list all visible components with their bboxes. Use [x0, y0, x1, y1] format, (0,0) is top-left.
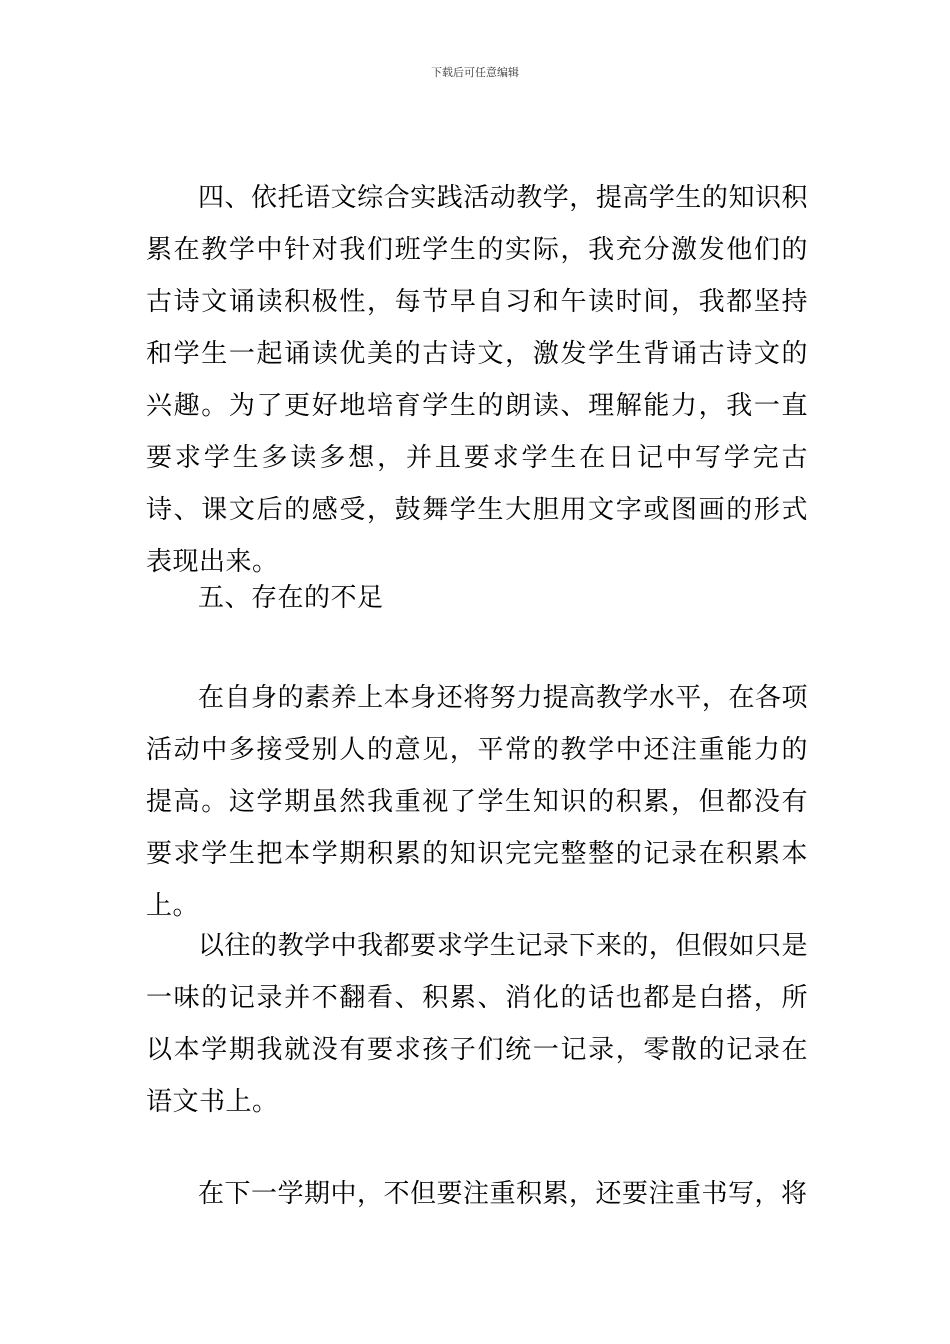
paragraph-self-improvement: 在自身的素养上本身还将努力提高教学水平，在各项活动中多接受别人的意见，平常的教学中还注重能力的提高。这学期虽然我重视了学生知识的积累，但都没有要求学生把本学期积累的知识完完整整的记录在积累本上。 [146, 683, 808, 921]
paragraph-past-recording: 以往的教学中我都要求学生记录下来的，但假如只是一味的记录并不翻看、积累、消化的话也都是白搭，所以本学期我就没有要求孩子们统一记录，零散的记录在语文书上。 [146, 931, 808, 1117]
section-heading-shortcomings: 五、存在的不足 [198, 583, 384, 613]
paragraph-next-semester: 在下一学期中，不但要注重积累，还要注重书写，将 [198, 1179, 808, 1209]
paragraph-practice-activities: 四、依托语文综合实践活动教学，提高学生的知识积累在教学中针对我们班学生的实际，我充分激发他们的古诗文诵读积极性，每节早自习和午读时间，我都坚持和学生一起诵读优美的古诗文，激发学生背诵古诗文的兴趣。为了更好地培育学生的朗读、理解能力，我一直要求学生多读多想，并且要求学生在日记中写学完古诗、课文后的感受，鼓舞学生大胆用文字或图画的形式表现出来。 [146, 183, 808, 577]
page-header: 下载后可任意编辑 [431, 66, 519, 79]
